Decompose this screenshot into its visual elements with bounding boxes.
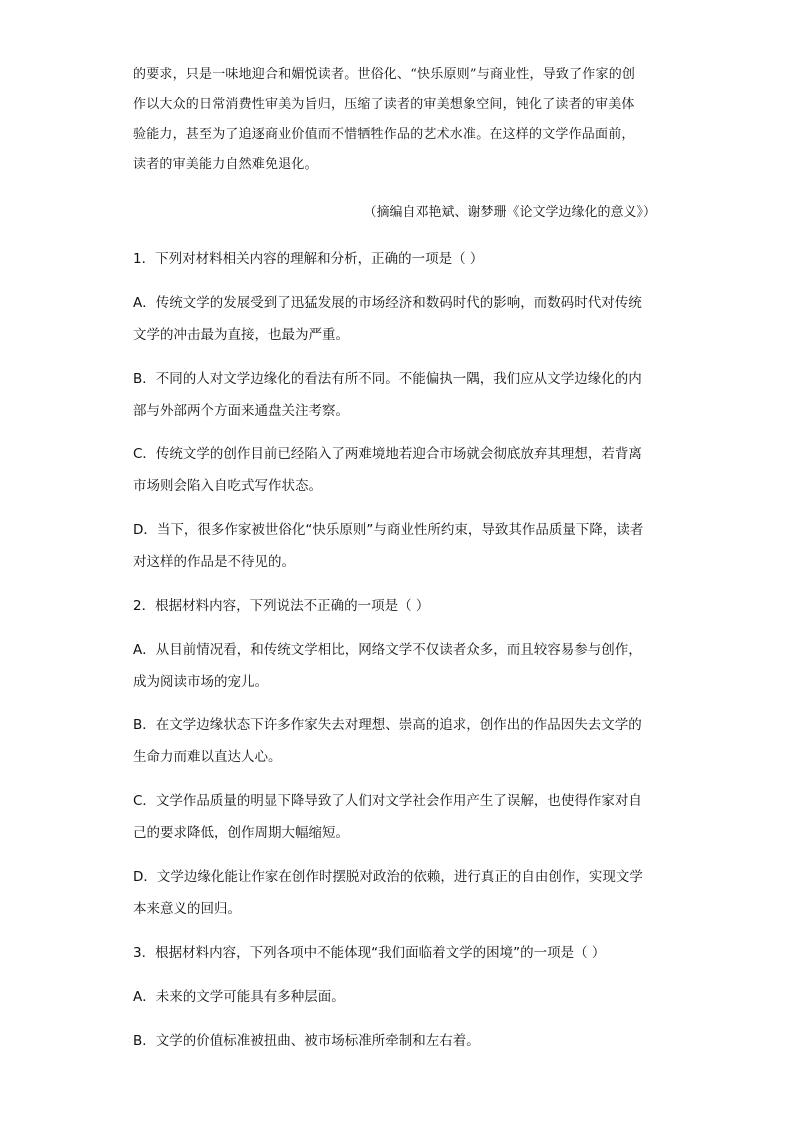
question-stem: 1．下列对材料相关内容的理解和分析，正确的一项是（ ） [133, 251, 484, 267]
question-1-option-c [133, 438, 663, 502]
option-line: 己的要求降低，创作周期大幅缩短。 [133, 825, 349, 841]
question-2-option-a [133, 634, 663, 698]
passage-text [133, 60, 663, 180]
option-line: C．文学作品质量的明显下降导致了人们对文学社会作用产生了误解，也使得作家对自 [133, 793, 642, 809]
passage-line: 的要求，只是一味地迎合和媚悦读者。世俗化、“快乐原则”与商业性，导致了作家的创 [133, 67, 636, 82]
question-3-option-b [133, 1025, 663, 1057]
option-line: A．传统文学的发展受到了迅猛发展的市场经济和数码时代的影响，而数码时代对传统 [133, 295, 642, 311]
option-line: B．在文学边缘状态下许多作家失去对理想、崇高的追求，创作出的作品因失去文学的 [133, 717, 642, 733]
question-stem: 3．根据材料内容，下列各项中不能体现“我们面临着文学的困境”的一项是（ ） [133, 945, 606, 961]
option-line: D．文学边缘化能让作家在创作时摆脱对政治的依赖，进行真正的自由创作，实现文学 [133, 869, 643, 885]
option-line: D．当下，很多作家被世俗化“快乐原则”与商业性所约束，导致其作品质量下降，读者 [133, 522, 644, 538]
question-stem: 2．根据材料内容，下列说法不正确的一项是（ ） [133, 598, 430, 614]
option-line: A．未来的文学可能具有多种层面。 [133, 989, 345, 1005]
option-line: 文学的冲击最为直接，也最为严重。 [133, 327, 349, 343]
option-line: 本来意义的回归。 [133, 901, 241, 917]
question-2-option-c [133, 785, 663, 849]
question-2-stem [133, 590, 663, 622]
option-line: 生命力而难以直达人心。 [133, 749, 282, 765]
option-line: C．传统文学的创作目前已经陷入了两难境地若迎合市场就会彻底放弃其理想，若背离 [133, 446, 642, 462]
passage-line: 读者的审美能力自然难免退化。 [133, 157, 318, 172]
question-1-option-d [133, 514, 663, 578]
passage-line: 验能力，甚至为了追逐商业价值而不惜牺牲作品的艺术水准。在这样的文学作品面前， [133, 127, 635, 142]
option-line: B．文学的价值标准被扭曲、被市场标准所牵制和左右着。 [133, 1033, 480, 1049]
question-3-option-a [133, 981, 663, 1013]
question-3-stem [133, 937, 663, 969]
option-line: B．不同的人对文学边缘化的看法有所不同。不能偏执一隅，我们应从文学边缘化的内 [133, 371, 642, 387]
question-2-option-b [133, 709, 663, 773]
option-line: 对这样的作品是不待见的。 [133, 554, 295, 570]
option-line: A．从目前情况看，和传统文学相比，网络文学不仅读者众多，而且较容易参与创作， [133, 642, 642, 658]
question-1-stem [133, 243, 663, 275]
option-line: 成为阅读市场的宠儿。 [133, 674, 268, 690]
passage-source: （摘编自邓艳斌、谢梦珊《论文学边缘化的意义》） [363, 205, 656, 220]
option-line: 市场则会陷入自吃式写作状态。 [133, 478, 322, 494]
question-1-option-b [133, 363, 663, 427]
question-2-option-d [133, 861, 663, 925]
passage-line: 作以大众的日常消费性审美为旨归，压缩了读者的审美想象空间，钝化了读者的审美体 [133, 97, 635, 112]
question-1-option-a [133, 287, 663, 351]
option-line: 部与外部两个方面来通盘关注考察。 [133, 403, 349, 419]
